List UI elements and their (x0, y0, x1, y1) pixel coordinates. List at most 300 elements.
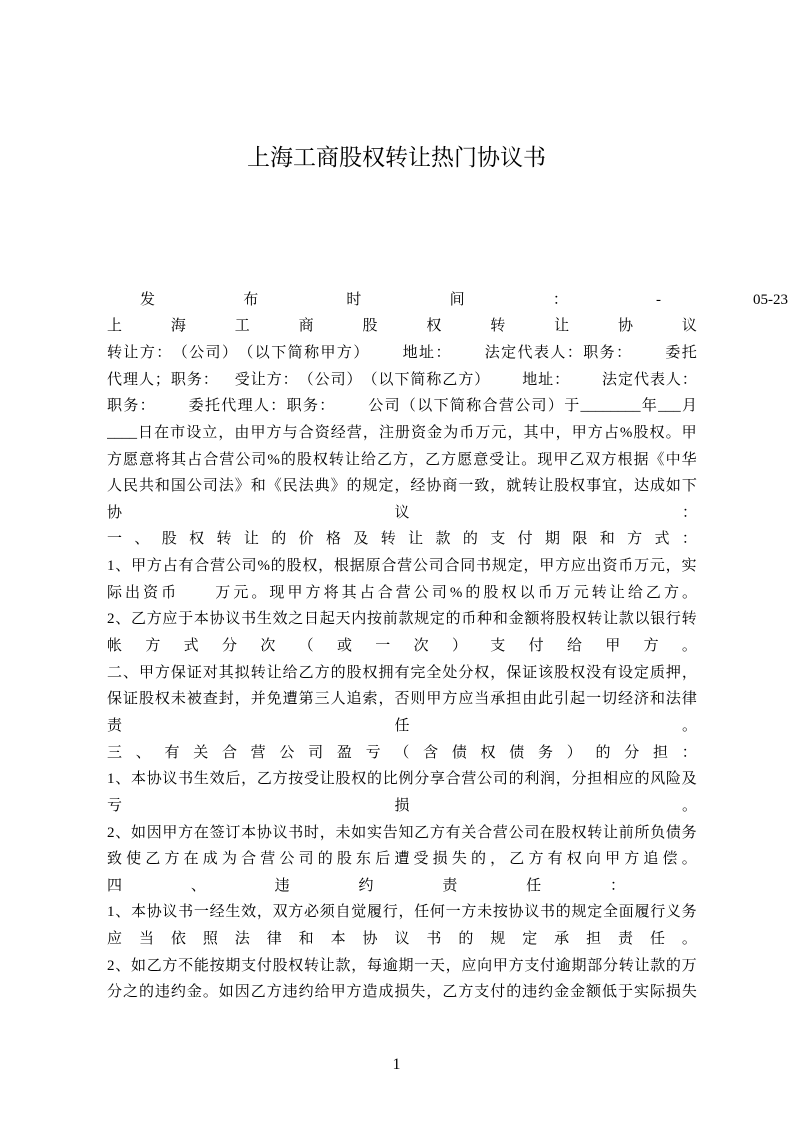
glyph: 简 (449, 398, 465, 415)
glyph: 以 (417, 398, 433, 415)
glyph: 转 (304, 957, 320, 974)
glyph: 的 (470, 851, 486, 868)
glyph: 协 (209, 611, 225, 628)
glyph: 将 (155, 451, 171, 468)
glyph (570, 367, 585, 394)
glyph: 中 (665, 451, 681, 468)
glyph: 约 (170, 984, 186, 1001)
glyph: 担 (586, 931, 602, 948)
glyph: 后 (375, 851, 391, 868)
glyph: 司 (251, 451, 267, 468)
glyph: 承 (490, 691, 506, 708)
glyph: 内 (351, 611, 367, 628)
glyph: 遭 (282, 691, 298, 708)
glyph: 负 (650, 824, 666, 841)
glyph: 甲 (539, 558, 555, 575)
glyph: 营 (346, 424, 362, 441)
glyph: 公 (225, 558, 241, 575)
glyph: 务 (538, 744, 554, 761)
glyph: 的 (634, 771, 650, 788)
glyph: 人 (107, 478, 123, 495)
glyph: 引 (554, 691, 570, 708)
glyph: 托 (681, 344, 697, 361)
glyph: 三 (107, 744, 123, 761)
glyph: 方 (587, 424, 603, 441)
glyph: 转 (107, 344, 123, 361)
glyph: 和 (649, 691, 665, 708)
glyph: 此 (538, 691, 554, 708)
glyph: 与 (282, 424, 298, 441)
glyph: 保 (506, 664, 522, 681)
glyph: 。 (681, 638, 697, 655)
glyph: 担 (652, 744, 668, 761)
glyph: 方 (346, 984, 362, 1001)
glyph: 效 (241, 904, 257, 921)
glyph: （ (298, 371, 314, 388)
glyph: 称 (304, 344, 320, 361)
glyph: 金 (508, 611, 524, 628)
glyph: 商 (298, 318, 314, 335)
glyph: 应 (461, 957, 477, 974)
glyph: 给 (566, 638, 582, 655)
glyph: 司 (431, 584, 447, 601)
glyph: 转 (522, 478, 538, 495)
glyph: 须 (319, 904, 335, 921)
glyph: 律 (266, 931, 282, 948)
glyph: 方 (528, 851, 544, 868)
glyph: 证 (122, 691, 138, 708)
glyph: 议 (524, 904, 540, 921)
glyph: 权 (480, 744, 496, 761)
glyph: 偿 (662, 851, 678, 868)
glyph: 当 (138, 931, 154, 948)
glyph: 责 (107, 717, 123, 734)
glyph: 付 (256, 957, 272, 974)
glyph: ： (202, 371, 218, 388)
glyph: 盈 (336, 744, 352, 761)
glyph: 失 (451, 851, 467, 868)
glyph: 部 (587, 957, 603, 974)
glyph: 合 (477, 824, 493, 841)
glyph: 以 (634, 611, 650, 628)
glyph: 失 (681, 984, 697, 1001)
glyph: 权 (351, 771, 367, 788)
body-line (107, 633, 697, 660)
glyph: 关 (461, 824, 477, 841)
glyph: 同 (460, 558, 476, 575)
glyph: 依 (170, 931, 186, 948)
glyph: 第 (298, 691, 314, 708)
glyph: 完 (410, 664, 426, 681)
glyph: 损 (432, 851, 448, 868)
glyph: 乙 (256, 771, 272, 788)
glyph: 议 (225, 611, 241, 628)
glyph: 法 (298, 478, 314, 495)
glyph: 本 (130, 904, 146, 921)
glyph: 照 (202, 931, 218, 948)
glyph: 拥 (378, 664, 394, 681)
glyph: 以 (378, 371, 394, 388)
glyph: 法 (602, 371, 618, 388)
glyph: 法 (484, 344, 500, 361)
glyph: ， (362, 424, 378, 441)
glyph: 本 (193, 611, 209, 628)
glyph: 商 (442, 478, 458, 495)
glyph: 书 (178, 771, 194, 788)
glyph: 法 (234, 931, 250, 948)
glyph: 代 (633, 371, 649, 388)
glyph: 免 (266, 691, 282, 708)
glyph: ， (490, 664, 506, 681)
glyph: 的 (270, 558, 286, 575)
glyph: 协 (426, 478, 442, 495)
glyph: 时 (304, 824, 320, 841)
glyph: 根 (333, 558, 349, 575)
glyph: 被 (186, 691, 202, 708)
glyph: 股 (555, 824, 571, 841)
glyph: 民 (122, 478, 138, 495)
glyph: 于 (618, 984, 634, 1001)
glyph: 查 (202, 691, 218, 708)
glyph: 甲 (553, 451, 569, 468)
glyph: 转 (328, 451, 344, 468)
glyph: 告 (382, 824, 398, 841)
glyph: 》 (234, 478, 250, 495)
glyph: 分 (571, 771, 587, 788)
glyph: 上 (107, 318, 123, 335)
glyph: 的 (665, 957, 681, 974)
glyph: 让 (266, 664, 282, 681)
glyph: 付 (528, 638, 544, 655)
glyph: ， (445, 957, 461, 974)
glyph: 务 (186, 371, 202, 388)
glyph: 方 (164, 851, 180, 868)
glyph: 受 (304, 771, 320, 788)
glyph: 股 (483, 584, 499, 601)
glyph: 发 (140, 291, 156, 308)
glyph: 定 (378, 478, 394, 495)
glyph: 约 (298, 984, 314, 1001)
glyph: 议 (272, 824, 288, 841)
glyph: 违 (282, 984, 298, 1001)
glyph: 占 (187, 451, 203, 468)
glyph (179, 580, 194, 607)
glyph: 责 (442, 877, 458, 894)
glyph: 人 (330, 691, 346, 708)
glyph: ） (566, 744, 582, 761)
glyph: 的 (271, 531, 287, 548)
glyph: 的 (508, 771, 524, 788)
glyph: 《 (649, 451, 665, 468)
glyph: 海 (170, 318, 186, 335)
glyph: % (449, 584, 463, 601)
glyph: 以 (254, 344, 270, 361)
glyph: 。 (681, 584, 697, 601)
glyph: ： (609, 877, 625, 894)
glyph: ） (221, 344, 237, 361)
glyph: 股 (296, 451, 312, 468)
glyph: 义 (665, 904, 681, 921)
glyph: 市 (170, 424, 186, 441)
glyph: 本 (241, 824, 257, 841)
glyph: 方 (145, 638, 161, 655)
glyph: 让 (319, 771, 335, 788)
glyph: 币 (459, 424, 475, 441)
glyph: 营 (260, 851, 276, 868)
glyph: 于 (564, 398, 580, 415)
section-heading (107, 660, 697, 687)
glyph: 损 (665, 984, 681, 1001)
glyph: 股 (272, 957, 288, 974)
glyph: 济 (633, 691, 649, 708)
glyph: 让 (243, 531, 259, 548)
glyph: 际 (649, 984, 665, 1001)
glyph: ， (507, 424, 523, 441)
glyph: 、 (115, 824, 131, 841)
glyph: 面 (618, 904, 634, 921)
glyph: 议 (394, 504, 410, 521)
glyph: 委 (665, 344, 681, 361)
glyph: ） (346, 371, 362, 388)
glyph (586, 367, 601, 394)
glyph: 生 (193, 771, 209, 788)
glyph: 、 (115, 904, 131, 921)
glyph: 资 (602, 558, 618, 575)
glyph: 甲 (162, 824, 178, 841)
glyph: 一 (107, 531, 123, 548)
glyph: 际 (107, 584, 123, 601)
glyph: 股 (161, 531, 177, 548)
glyph: 比 (382, 771, 398, 788)
glyph: 双 (272, 904, 288, 921)
glyph: 分 (414, 771, 430, 788)
glyph: 公 (186, 478, 202, 495)
glyph: 人 (665, 371, 681, 388)
glyph: 2 (107, 611, 115, 628)
glyph: 有 (547, 851, 563, 868)
glyph: ， (241, 771, 257, 788)
glyph: 。 (251, 584, 267, 601)
glyph: 双 (585, 451, 601, 468)
glyph: 让 (609, 584, 625, 601)
glyph: 有 (602, 664, 618, 681)
glyph: 让 (634, 957, 650, 974)
glyph: 方 (555, 558, 571, 575)
glyph: 1 (107, 771, 115, 788)
glyph: ， (426, 984, 442, 1001)
glyph: 占 (359, 584, 375, 601)
glyph: 日 (138, 424, 154, 441)
glyph: 一 (375, 638, 391, 655)
section-heading (107, 740, 697, 767)
glyph: 经 (209, 904, 225, 921)
glyph: 东 (356, 851, 372, 868)
glyph: 和 (492, 611, 508, 628)
glyph: 润 (540, 771, 556, 788)
glyph (156, 393, 171, 420)
glyph: 公 (368, 398, 384, 415)
glyph: 愿 (123, 451, 139, 468)
glyph: 。 (665, 424, 681, 441)
glyph: 达 (633, 478, 649, 495)
glyph: 和 (250, 478, 266, 495)
glyph: 索 (362, 691, 378, 708)
glyph: 经 (410, 478, 426, 495)
body-line (107, 393, 697, 420)
glyph: 司 (428, 558, 444, 575)
glyph: 造 (362, 984, 378, 1001)
glyph: 转 (591, 584, 607, 601)
glyph: ： (566, 344, 582, 361)
glyph: 意 (139, 451, 155, 468)
glyph: 有 (445, 824, 461, 841)
document-title: 上海工商股权转让热门协议书 (247, 145, 546, 170)
glyph: 理 (122, 371, 138, 388)
glyph: 占 (162, 558, 178, 575)
body-line (107, 447, 697, 474)
glyph: 额 (586, 984, 602, 1001)
glyph: 人 (550, 344, 566, 361)
glyph: 遭 (394, 851, 410, 868)
glyph: 分 (107, 984, 123, 1001)
glyph: ， (378, 691, 394, 708)
glyph: 日 (304, 611, 320, 628)
glyph: 务 (302, 398, 318, 415)
glyph: 债 (509, 744, 525, 761)
glyph: 让 (344, 451, 360, 468)
glyph: 地 (402, 344, 418, 361)
glyph: ， (256, 904, 272, 921)
glyph: 合 (298, 424, 314, 441)
glyph: 股 (554, 664, 570, 681)
glyph: 款 (650, 957, 666, 974)
glyph: 让 (602, 824, 618, 841)
glyph: 、 (115, 957, 131, 974)
glyph: 乙 (250, 984, 266, 1001)
glyph: 二 (107, 664, 123, 681)
glyph: 的 (458, 931, 474, 948)
glyph: 处 (442, 664, 458, 681)
glyph: 权 (302, 558, 318, 575)
glyph: 。 (681, 797, 697, 814)
glyph: 方 (146, 558, 162, 575)
glyph: ， (490, 851, 506, 868)
glyph: 担 (506, 691, 522, 708)
glyph: 押 (665, 664, 681, 681)
glyph: 币 (618, 558, 634, 575)
glyph: 转 (618, 957, 634, 974)
glyph: 让 (554, 318, 570, 335)
glyph: 、 (122, 664, 138, 681)
glyph: 金 (427, 424, 443, 441)
glyph: 方 (458, 984, 474, 1001)
glyph: 营 (461, 771, 477, 788)
glyph: 月 (681, 398, 697, 415)
glyph: 协 (508, 904, 524, 921)
glyph: ， (398, 904, 414, 921)
glyph: ， (409, 451, 425, 468)
glyph: 年 (641, 398, 657, 415)
glyph: 、 (190, 877, 206, 894)
glyph: 转 (490, 318, 506, 335)
publish-time-line (140, 287, 788, 314)
glyph: 公 (279, 744, 295, 761)
glyph: ， (681, 664, 697, 681)
glyph: 协 (107, 504, 123, 521)
glyph: 万 (681, 957, 697, 974)
glyph: 支 (474, 984, 490, 1001)
glyph: 合 (241, 851, 257, 868)
glyph: 设 (186, 424, 202, 441)
glyph: 让 (408, 531, 424, 548)
glyph: 帐 (107, 638, 123, 655)
glyph: 实 (366, 824, 382, 841)
glyph: 营 (492, 824, 508, 841)
glyph: 行 (665, 611, 681, 628)
glyph: 定 (618, 371, 634, 388)
glyph: 切 (602, 691, 618, 708)
glyph: 价 (298, 531, 314, 548)
glyph: ： (270, 398, 286, 415)
glyph: 亏 (365, 744, 381, 761)
glyph: 的 (555, 904, 571, 921)
glyph: 权 (649, 424, 665, 441)
glyph: 万 (634, 558, 650, 575)
section-heading (107, 526, 697, 553)
glyph: 转 (250, 664, 266, 681)
glyph: 因 (146, 824, 162, 841)
glyph: 之 (122, 984, 138, 1001)
glyph: ___ (658, 398, 681, 415)
glyph: 乙 (425, 451, 441, 468)
glyph: 称 (466, 398, 482, 415)
glyph: 方 (288, 904, 304, 921)
glyph: 合 (221, 744, 237, 761)
glyph: 职 (286, 398, 302, 415)
glyph: 期 (398, 957, 414, 974)
glyph: 风 (650, 771, 666, 788)
glyph: 典 (314, 478, 330, 495)
glyph: 表 (649, 371, 665, 388)
glyph: - (656, 291, 665, 308)
glyph: 议 (162, 904, 178, 921)
glyph: 其 (218, 664, 234, 681)
page-number: 1 (392, 1056, 401, 1073)
glyph: 代 (107, 371, 123, 388)
glyph: 甲 (138, 664, 154, 681)
glyph: 册 (395, 424, 411, 441)
glyph: 经 (618, 691, 634, 708)
glyph: 让 (538, 478, 554, 495)
glyph: 事 (586, 478, 602, 495)
glyph: （ (238, 344, 254, 361)
glyph: 股 (362, 318, 378, 335)
glyph: 方 (146, 611, 162, 628)
glyph (370, 340, 385, 367)
glyph: 的 (506, 984, 522, 1001)
glyph: 经 (330, 424, 346, 441)
glyph: 乙 (442, 371, 458, 388)
glyph: 现 (269, 584, 285, 601)
glyph: 证 (522, 664, 538, 681)
glyph: 司 (308, 744, 324, 761)
glyph: 损 (394, 797, 410, 814)
body-line (107, 899, 697, 926)
glyph: ， (523, 558, 539, 575)
glyph: 元 (649, 558, 665, 575)
glyph: 占 (603, 424, 619, 441)
glyph: 款 (435, 531, 451, 548)
